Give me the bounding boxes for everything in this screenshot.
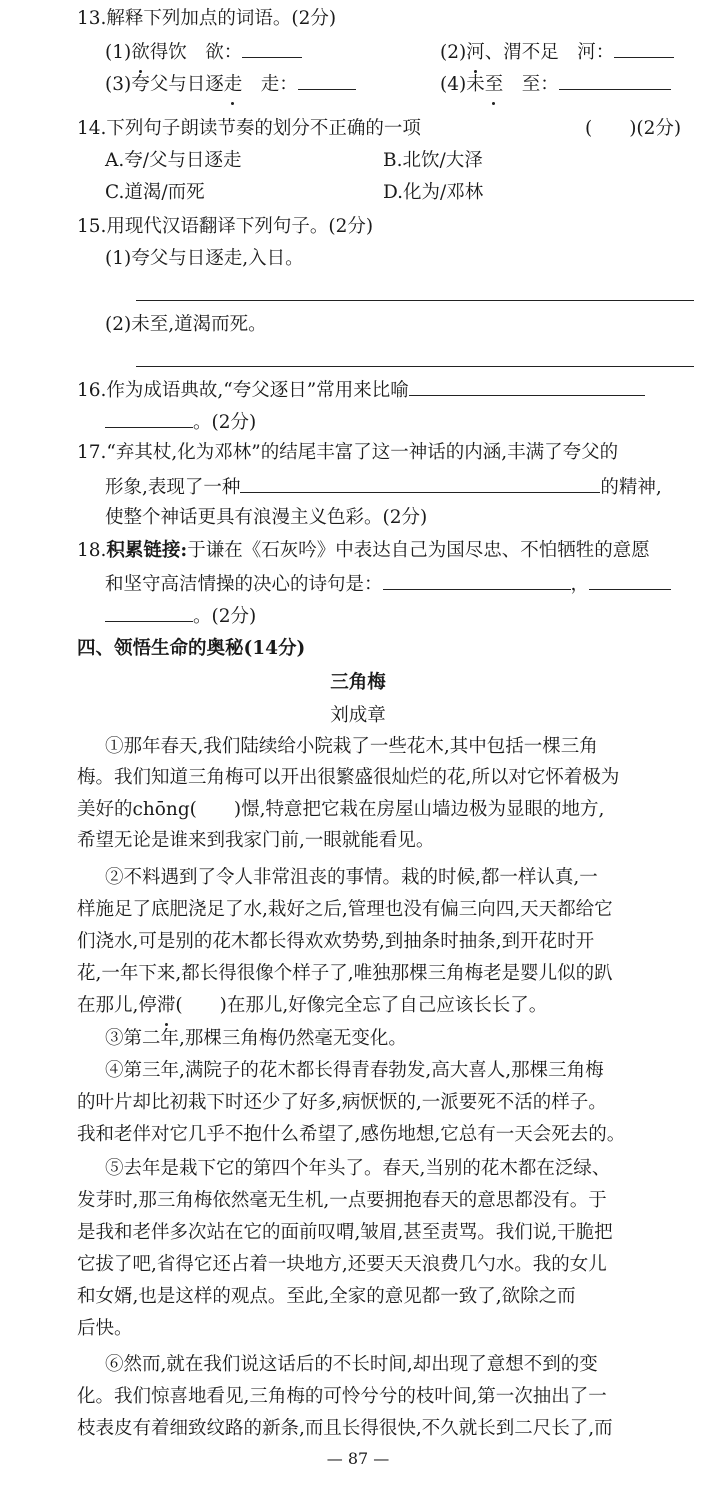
q13-item-4 <box>440 70 671 98</box>
q16-score: 。(2分) <box>193 412 257 433</box>
q13-item2-prefix: (2) <box>440 42 467 63</box>
p1-line: 梅。我们知道三角梅可以开出很繁盛很灿烂的花,所以对它怀着极为 <box>77 767 620 788</box>
q13-item3-word: 走 <box>260 74 280 95</box>
q14-answer-paren[interactable]: ( )(2分) <box>585 118 682 139</box>
p2-line: 样施足了底肥浇足了水,栽好之后,管理也没有偏三向四,天天都给它 <box>77 899 613 920</box>
q18-score: 。(2分) <box>193 606 257 627</box>
q15-sentence-1: (1)夸父与日逐走,入日。 <box>105 248 304 269</box>
q18-number: 18. <box>77 540 107 561</box>
q13-item1-colon: ： <box>223 42 243 63</box>
p6-line: 枝表皮有着细致纹路的新条,而且长得很快,不久就长到二尺长了,而 <box>77 1418 613 1439</box>
p2-text-post: ( )在那儿,好像完全忘了自己应该长长了。 <box>175 995 548 1016</box>
q13-answer-blank-4[interactable] <box>559 70 671 90</box>
p5-line: 是我和老伴多次站在它的面前叹喟,皱眉,甚至责骂。我们说,干脆把 <box>77 1222 613 1243</box>
p1-line: 美好的chōng( )憬,特意把它栽在房屋山墙边极为显眼的地方, <box>77 799 605 820</box>
q14-option-a: A.夸/父与日逐走 <box>105 150 242 171</box>
q13-item3-mid <box>242 74 261 95</box>
q17-line-2 <box>105 473 662 501</box>
q18-line-1 <box>77 538 650 564</box>
q13-item3-colon: ： <box>279 74 298 95</box>
q13-item2-word: 河 <box>577 42 596 63</box>
page-number: — 87 — <box>326 1449 390 1468</box>
p6-line: ⑥然而,就在我们说这话后的不长时间,却出现了意想不到的变 <box>105 1354 598 1375</box>
p2-text-pre: 在那儿,停 <box>77 995 157 1016</box>
q13-answer-blank-1[interactable] <box>242 38 302 58</box>
q18-answer-blank-b[interactable] <box>589 570 671 590</box>
q13-item1-prefix: (1) <box>105 42 132 63</box>
q13-item-2 <box>440 38 674 66</box>
q17-text-b: 的精神, <box>600 477 662 498</box>
section-heading: 四、领悟生命的奥秘(14分) <box>77 638 306 659</box>
q17-text-a: 形象,表现了一种 <box>105 477 241 498</box>
q13-item-3 <box>105 70 356 98</box>
q13-item4-mid <box>503 74 522 95</box>
q13-item4-word: 至 <box>521 74 541 95</box>
q18-text: 于谦在《石灰吟》中表达自己为国尽忠、不怕牺牲的意愿 <box>187 540 650 561</box>
q18-answer-blank-a[interactable] <box>383 570 571 590</box>
q13-item2-dotted-word: 河 <box>466 40 485 66</box>
q17-answer-blank[interactable] <box>240 473 600 493</box>
p2-line: 们浇水,可是别的花木都长得欢欢势势,到抽条时抽条,到开花时开 <box>77 931 595 952</box>
q16-answer-blank-b[interactable] <box>105 408 193 428</box>
p4-line: 的叶片却比初栽下时还少了好多,病恹恹的,一派要死不活的样子。 <box>77 1092 607 1113</box>
q16-answer-blank-a[interactable] <box>409 376 645 396</box>
q13-item3-dotted-word: 走 <box>224 72 243 98</box>
p5-line: 发芽时,那三角梅依然毫无生机,一点要拥抱春天的意思都没有。于 <box>77 1190 607 1211</box>
p2-line <box>77 993 547 1019</box>
q13-item3-prefix: (3)夸父与日逐 <box>105 74 224 95</box>
q13-item4-dotted-word: 至 <box>485 72 504 98</box>
q13-item1-dotted-word: 欲 <box>131 40 150 66</box>
q18-text-2: 和坚守高洁情操的决心的诗句是： <box>105 574 383 595</box>
q14-option-c: C.道渴/而死 <box>105 182 205 203</box>
q18-label: 积累链接: <box>106 540 188 561</box>
q17-line-1: 17.“弃其杖,化为邓林”的结尾丰富了这一神话的内涵,丰满了夸父的 <box>77 442 619 463</box>
p5-line: 后快。 <box>77 1318 133 1339</box>
p5-line: 和女婿,也是这样的观点。至此,全家的意见都一致了,欲除之而 <box>77 1286 576 1307</box>
q13-answer-blank-2[interactable] <box>614 38 674 58</box>
q14-option-b: B.北饮/大泽 <box>383 150 483 171</box>
p4-line: 我和老伴对它几乎不抱什么希望了,感伤地想,它总有一天会死去的。 <box>77 1124 626 1145</box>
q13-item2-mid: 、渭不足 <box>484 42 578 63</box>
p1-line: 希望无论是谁来到我家门前,一眼就能看见。 <box>77 830 435 851</box>
article-title: 三角梅 <box>330 672 386 693</box>
p2-line: ②不料遇到了令人非常沮丧的事情。栽的时候,都一样认真,一 <box>105 867 598 888</box>
q13-item1-mid: 得饮 <box>149 42 206 63</box>
q13-item2-colon: ： <box>595 42 615 63</box>
q18-answer-blank-c[interactable] <box>105 602 193 622</box>
p1-line: ①那年春天,我们陆续给小院栽了一些花木,其中包括一棵三角 <box>105 736 598 757</box>
q17-line-3: 使整个神话更具有浪漫主义色彩。(2分) <box>105 507 428 528</box>
q15-sentence-2: (2)未至,道渴而死。 <box>105 314 267 335</box>
p4-line: ④第三年,满院子的花木都长得青春勃发,高大喜人,那棵三角梅 <box>105 1060 604 1081</box>
p5-line: 它拔了吧,省得它还占着一块地方,还要天天浪费几勺水。我的女儿 <box>77 1254 607 1275</box>
p2-dotted-word: 滞 <box>157 993 176 1019</box>
q14-stem: 14.下列句子朗读节奏的划分不正确的一项 <box>77 118 421 139</box>
q13-answer-blank-3[interactable] <box>298 70 356 90</box>
q16-line-2 <box>105 408 256 436</box>
q13-item4-prefix: (4)未 <box>440 74 485 95</box>
article-author: 刘成章 <box>330 705 386 726</box>
p3-line: ③第二年,那棵三角梅仍然毫无变化。 <box>105 1028 407 1049</box>
q13-stem: 13.解释下列加点的词语。(2分) <box>77 8 337 29</box>
q18-comma: ， <box>570 574 590 595</box>
p6-line: 化。我们惊喜地看见,三角梅的可怜兮兮的枝叶间,第一次抽出了一 <box>77 1386 607 1407</box>
q15-stem: 15.用现代汉语翻译下列句子。(2分) <box>77 216 374 237</box>
p2-line: 花,一年下来,都长得很像个样子了,唯独那棵三角梅老是婴儿似的趴 <box>77 963 613 984</box>
q16-line-1 <box>77 376 645 404</box>
q15-answer-line-2[interactable] <box>136 366 694 367</box>
q18-line-3 <box>105 602 256 630</box>
q15-answer-line-1[interactable] <box>136 300 694 301</box>
q16-text: 16.作为成语典故,“夸父逐日”常用来比喻 <box>77 380 409 401</box>
q18-line-2 <box>105 570 671 598</box>
q14-option-d: D.化为/邓林 <box>383 182 484 203</box>
q13-item4-colon: ： <box>540 74 559 95</box>
q13-item1-word: 欲 <box>205 42 224 63</box>
p5-line: ⑤去年是栽下它的第四个年头了。春天,当别的花木都在泛绿、 <box>105 1158 611 1179</box>
q13-item-1 <box>105 38 302 66</box>
